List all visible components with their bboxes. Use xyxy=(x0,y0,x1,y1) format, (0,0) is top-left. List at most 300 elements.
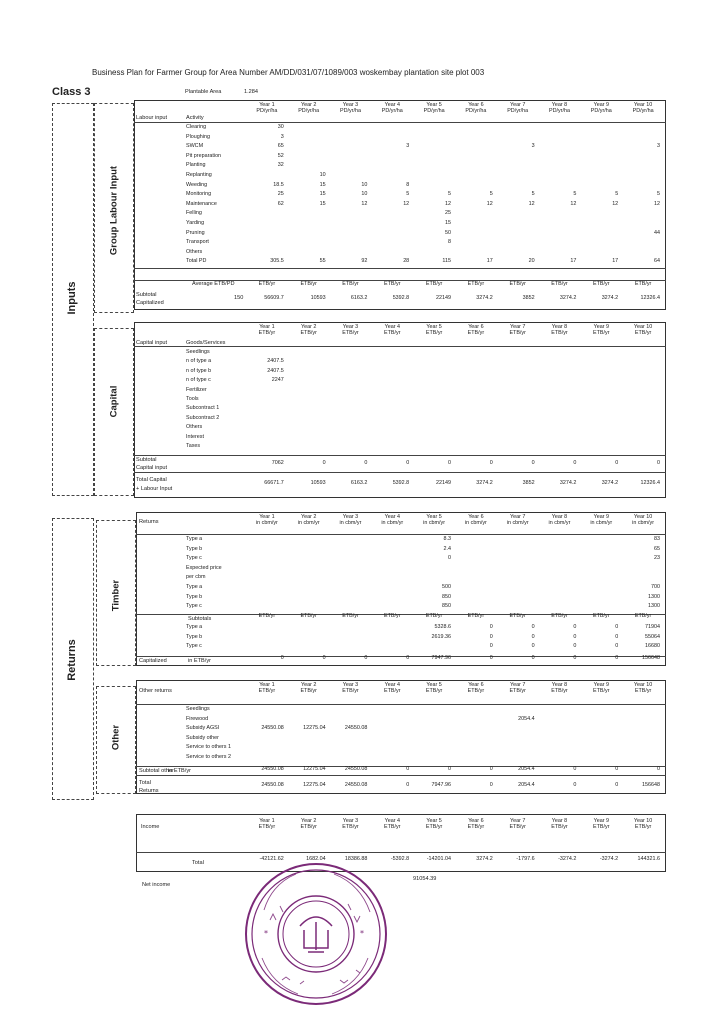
value-cell xyxy=(413,574,455,584)
value-cell: 18.5 xyxy=(273,181,284,188)
year-header xyxy=(580,514,622,526)
value-cell xyxy=(622,706,664,716)
unit-cell: ETB/yr xyxy=(634,281,652,287)
table-row xyxy=(186,603,664,613)
value-cell xyxy=(413,716,455,726)
row-label: Weeding xyxy=(186,181,208,188)
year-unit: PD/yr/ha xyxy=(632,108,654,114)
value-cell xyxy=(371,716,413,726)
value-cell: 5392.8 xyxy=(392,480,410,486)
value-cell xyxy=(455,239,497,249)
value-cell xyxy=(288,249,330,259)
value-cell xyxy=(622,210,664,220)
value-cell xyxy=(413,124,455,134)
value-cell xyxy=(622,396,664,405)
income-total-label: Total xyxy=(192,860,204,866)
timber-etb-headers xyxy=(246,613,664,619)
year-label: Year 4 xyxy=(384,102,400,108)
value-cell: 12275.04 xyxy=(303,782,326,788)
unit-cell: ETB/yr xyxy=(300,613,317,619)
value-cell xyxy=(330,744,372,754)
value-cell xyxy=(455,744,497,754)
year-label: Year 9 xyxy=(593,682,609,688)
table-row xyxy=(186,124,664,134)
value-cell xyxy=(580,124,622,134)
net-income-label: Net income xyxy=(142,882,171,888)
value-cell: 7062 xyxy=(271,460,284,466)
value-cell xyxy=(497,124,539,134)
value-cell: 1682.04 xyxy=(306,856,326,862)
value-cell xyxy=(622,182,664,192)
value-cell: 12275.04 xyxy=(303,766,326,772)
row-label: Interest xyxy=(186,433,204,440)
value-cell xyxy=(288,744,330,754)
value-cell xyxy=(580,239,622,249)
value-cell xyxy=(580,349,622,358)
row-label: Type a xyxy=(186,536,203,542)
value-cell xyxy=(455,594,497,604)
year-label: Year 8 xyxy=(551,514,568,520)
year-label: Year 8 xyxy=(551,324,568,330)
value-cell: 8 xyxy=(447,239,451,246)
value-cell: 0 xyxy=(322,655,326,661)
value-cell: 24550.08 xyxy=(261,782,284,788)
value-cell xyxy=(455,210,497,220)
year-unit: ETB/yr xyxy=(509,688,526,694)
row-label: Firewood xyxy=(186,715,209,722)
value-cell xyxy=(371,584,413,594)
value-cell xyxy=(580,210,622,220)
value-cell: 850 xyxy=(441,593,451,600)
value-cell: 15 xyxy=(319,181,326,188)
unit-cell: ETB/yr xyxy=(258,281,276,287)
row-label: Clearing xyxy=(186,124,207,130)
value-cell xyxy=(288,706,330,716)
value-cell xyxy=(455,182,497,192)
value-cell xyxy=(330,143,372,153)
value-cell xyxy=(330,349,372,358)
value-cell xyxy=(497,230,539,240)
value-cell xyxy=(455,546,497,556)
value-cell xyxy=(246,405,288,414)
value-cell xyxy=(371,405,413,414)
year-unit: ETB/yr xyxy=(300,824,317,830)
value-cell xyxy=(288,124,330,134)
value-cell xyxy=(246,706,288,716)
year-label: Year 10 xyxy=(633,682,653,688)
value-cell xyxy=(288,220,330,230)
value-cell: 3 xyxy=(280,133,284,140)
year-header xyxy=(288,102,330,114)
value-cell: 12275.04 xyxy=(303,725,326,732)
value-cell: 1300 xyxy=(647,603,660,610)
value-cell xyxy=(371,220,413,230)
value-cell: 0 xyxy=(615,643,619,650)
year-unit: PD/yr/ha xyxy=(298,108,320,114)
value-cell xyxy=(371,565,413,575)
value-cell xyxy=(455,220,497,230)
stamp xyxy=(242,860,390,1008)
year-unit: ETB/yr xyxy=(258,688,276,694)
year-label: Year 2 xyxy=(301,682,317,688)
value-cell: 24550.08 xyxy=(261,725,284,732)
value-cell: 12 xyxy=(570,200,577,207)
value-cell xyxy=(622,162,664,172)
value-cell: 700 xyxy=(650,583,660,590)
value-cell xyxy=(413,405,455,414)
value-cell: 0 xyxy=(573,624,577,630)
value-cell xyxy=(330,546,372,556)
labour-col-label: Labour input xyxy=(136,115,168,121)
value-cell xyxy=(455,415,497,424)
value-cell xyxy=(497,546,539,556)
value-cell xyxy=(580,536,622,546)
row-label: Type a xyxy=(186,624,203,630)
year-header xyxy=(455,324,497,336)
table-row xyxy=(186,536,664,546)
value-cell xyxy=(288,434,330,443)
value-cell xyxy=(288,230,330,240)
table-row xyxy=(186,624,664,634)
capital-total-values xyxy=(246,480,664,486)
value-cell: 0 xyxy=(531,655,535,661)
value-cell xyxy=(413,349,455,358)
value-cell xyxy=(455,424,497,433)
value-cell xyxy=(246,565,288,575)
year-unit: PD/yr/ha xyxy=(507,108,529,114)
value-cell xyxy=(371,725,413,735)
year-label: Year 3 xyxy=(342,818,359,824)
value-cell: 22149 xyxy=(435,480,451,486)
value-cell: 12 xyxy=(486,200,493,207)
value-cell: 0 xyxy=(489,460,493,466)
value-cell xyxy=(371,634,413,644)
value-cell xyxy=(330,387,372,396)
value-cell xyxy=(580,358,622,367)
year-label: Year 5 xyxy=(426,102,442,108)
value-cell: -3274.2 xyxy=(558,856,577,862)
value-cell xyxy=(622,716,664,726)
value-cell: 28 xyxy=(403,258,410,265)
value-cell xyxy=(413,387,455,396)
year-header xyxy=(580,324,622,336)
year-label: Year 3 xyxy=(342,324,359,330)
year-header xyxy=(622,324,664,336)
capital-total-label: Total Capital xyxy=(136,477,167,483)
value-cell xyxy=(371,349,413,358)
value-cell xyxy=(288,546,330,556)
value-cell xyxy=(622,744,664,754)
value-cell xyxy=(497,405,539,414)
year-header xyxy=(455,818,497,830)
value-cell xyxy=(580,162,622,172)
value-cell xyxy=(330,735,372,745)
value-cell xyxy=(288,584,330,594)
year-unit: ETB/yr xyxy=(258,824,276,830)
value-cell: 5 xyxy=(489,191,493,198)
value-cell: 24550.08 xyxy=(261,766,284,772)
value-cell: 0 xyxy=(364,655,368,661)
year-label: Year 2 xyxy=(301,324,317,330)
year-header xyxy=(413,324,455,336)
year-label: Year 10 xyxy=(633,324,653,330)
value-cell xyxy=(580,754,622,764)
value-cell xyxy=(580,396,622,405)
value-cell xyxy=(455,230,497,240)
value-cell xyxy=(580,415,622,424)
year-label: Year 6 xyxy=(468,682,484,688)
value-cell xyxy=(497,387,539,396)
value-cell xyxy=(455,725,497,735)
year-label: Year 7 xyxy=(510,818,526,824)
value-cell xyxy=(580,405,622,414)
table-row xyxy=(186,574,664,584)
other-section-label: Other xyxy=(110,724,122,751)
value-cell xyxy=(330,172,372,182)
value-cell xyxy=(371,172,413,182)
value-cell xyxy=(371,415,413,424)
value-cell xyxy=(288,634,330,644)
timber-col-label: Returns xyxy=(139,519,159,525)
value-cell xyxy=(371,396,413,405)
unit-cell: ETB/yr xyxy=(342,613,359,619)
value-cell xyxy=(413,143,455,153)
unit-cell: ETB/yr xyxy=(425,281,443,287)
unit-cell: ETB/yr xyxy=(551,281,568,287)
unit-cell: ETB/yr xyxy=(634,613,652,619)
plantable-area-value: 1.284 xyxy=(244,89,258,95)
row-label: Type c xyxy=(186,603,202,610)
labour-rows xyxy=(186,124,664,268)
value-cell: 12 xyxy=(403,200,410,207)
value-cell xyxy=(246,716,288,726)
year-unit: ETB/yr xyxy=(551,688,568,694)
value-cell: 65 xyxy=(653,545,660,552)
row-label: Expected price xyxy=(186,564,222,571)
year-unit: ETB/yr xyxy=(634,688,652,694)
unit-cell: ETB/yr xyxy=(509,613,526,619)
year-unit: PD/yr/ha xyxy=(549,108,570,114)
value-cell: 62 xyxy=(277,200,284,207)
year-header xyxy=(497,324,539,336)
value-cell xyxy=(330,643,372,653)
value-cell xyxy=(497,706,539,716)
value-cell xyxy=(497,584,539,594)
value-cell: 0 xyxy=(322,460,326,466)
capital-rows xyxy=(186,349,664,452)
svg-text:*: * xyxy=(360,929,364,938)
year-header xyxy=(371,514,413,526)
value-cell: 3274.2 xyxy=(601,295,619,301)
value-cell: -3274.2 xyxy=(599,856,619,862)
year-label: Year 2 xyxy=(301,102,317,108)
value-cell: 32 xyxy=(277,162,284,169)
value-cell: 5 xyxy=(531,191,535,198)
value-cell xyxy=(622,153,664,163)
value-cell xyxy=(580,153,622,163)
value-cell: 92 xyxy=(361,258,368,265)
table-row xyxy=(186,725,664,735)
value-cell xyxy=(413,162,455,172)
value-cell: -5392.8 xyxy=(390,856,410,862)
value-cell xyxy=(622,424,664,433)
year-label: Year 8 xyxy=(551,682,568,688)
year-header xyxy=(539,102,581,114)
value-cell xyxy=(580,716,622,726)
value-cell: 23 xyxy=(653,555,660,562)
year-label: Year 6 xyxy=(468,818,484,824)
year-label: Year 6 xyxy=(468,324,484,330)
value-cell xyxy=(330,210,372,220)
value-cell: 0 xyxy=(406,766,410,772)
table-row xyxy=(186,706,664,716)
value-cell xyxy=(497,134,539,144)
year-header xyxy=(622,102,664,114)
table-row xyxy=(186,349,664,358)
value-cell: 44 xyxy=(653,229,660,236)
year-header xyxy=(413,818,455,830)
row-label: Seedlings xyxy=(186,706,210,712)
value-cell: 0 xyxy=(615,624,619,630)
year-header xyxy=(497,102,539,114)
value-cell: 3274.2 xyxy=(476,480,493,486)
value-cell xyxy=(539,443,581,452)
unit-cell: ETB/yr xyxy=(593,281,610,287)
year-header xyxy=(330,324,372,336)
year-label: Year 7 xyxy=(510,682,526,688)
table-row xyxy=(186,153,664,163)
capital-total-label2: + Labour Input xyxy=(136,486,173,492)
table-row xyxy=(186,443,664,452)
value-cell xyxy=(580,584,622,594)
year-unit: ETB/yr xyxy=(634,824,652,830)
value-cell: 5328.6 xyxy=(434,624,451,630)
value-cell xyxy=(497,434,539,443)
value-cell: 0 xyxy=(280,655,284,661)
value-cell xyxy=(371,643,413,653)
year-header xyxy=(288,514,330,526)
value-cell xyxy=(288,153,330,163)
value-cell: 10593 xyxy=(310,295,326,301)
value-cell xyxy=(288,415,330,424)
value-cell: 24550.08 xyxy=(344,782,368,788)
value-cell xyxy=(539,405,581,414)
value-cell xyxy=(246,434,288,443)
value-cell: 12 xyxy=(612,200,619,207)
value-cell: 2407.5 xyxy=(267,358,284,365)
value-cell: 18386.88 xyxy=(344,856,368,862)
year-label: Year 5 xyxy=(426,324,442,330)
value-cell: 0 xyxy=(573,655,577,661)
value-cell xyxy=(497,172,539,182)
year-unit: ETB/yr xyxy=(593,688,610,694)
value-cell xyxy=(455,134,497,144)
value-cell xyxy=(580,220,622,230)
timber-rows xyxy=(186,536,664,613)
table-row xyxy=(186,239,664,249)
value-cell xyxy=(497,744,539,754)
table-row xyxy=(186,134,664,144)
row-label: Others xyxy=(186,424,203,431)
labour-avg-label: Average ETB/PD xyxy=(192,281,235,287)
value-cell xyxy=(371,358,413,367)
row-label: Transport xyxy=(186,239,209,246)
value-cell xyxy=(413,153,455,163)
unit-cell: ETB/yr xyxy=(342,281,359,287)
year-unit: ETB/yr xyxy=(258,330,276,336)
year-unit: ETB/yr xyxy=(425,330,443,336)
year-unit: PD/yr/ha xyxy=(340,108,361,114)
value-cell: 5 xyxy=(406,191,410,198)
year-label: Year 3 xyxy=(342,514,359,520)
value-cell xyxy=(455,143,497,153)
year-unit: in cbm/yr xyxy=(423,520,446,526)
value-cell xyxy=(497,555,539,565)
value-cell xyxy=(371,546,413,556)
value-cell xyxy=(288,555,330,565)
year-header xyxy=(622,682,664,694)
year-unit: in cbm/yr xyxy=(255,520,278,526)
year-unit: in cbm/yr xyxy=(506,520,529,526)
year-label: Year 1 xyxy=(259,102,275,108)
year-unit: PD/yr/ha xyxy=(465,108,487,114)
table-row xyxy=(186,249,664,259)
value-cell xyxy=(622,387,664,396)
value-cell: 0 xyxy=(489,624,493,630)
value-cell xyxy=(330,220,372,230)
value-cell xyxy=(497,536,539,546)
value-cell xyxy=(539,706,581,716)
value-cell xyxy=(413,744,455,754)
value-cell: 25 xyxy=(277,191,284,198)
value-cell xyxy=(371,230,413,240)
row-label: Subsidy other xyxy=(186,734,219,741)
value-cell xyxy=(622,368,664,377)
value-cell xyxy=(539,230,581,240)
table-row xyxy=(186,191,664,201)
value-cell: -14201.04 xyxy=(426,856,451,862)
value-cell: 65 xyxy=(277,143,284,150)
value-cell xyxy=(580,230,622,240)
year-header xyxy=(539,324,581,336)
year-label: Year 9 xyxy=(593,324,609,330)
value-cell xyxy=(497,368,539,377)
unit-cell: ETB/yr xyxy=(509,281,526,287)
year-label: Year 1 xyxy=(259,514,275,520)
value-cell: 0 xyxy=(489,633,493,640)
row-label: n of type c xyxy=(186,377,211,384)
year-unit: in cbm/yr xyxy=(464,520,487,526)
year-unit: PD/yr/ha xyxy=(590,108,612,114)
table-row xyxy=(186,424,664,433)
table-row xyxy=(186,735,664,745)
plantable-area-label: Plantable Area xyxy=(185,89,222,95)
value-cell xyxy=(371,603,413,613)
year-label: Year 6 xyxy=(468,514,484,520)
year-label: Year 4 xyxy=(384,682,400,688)
year-label: Year 4 xyxy=(384,818,400,824)
year-label: Year 9 xyxy=(593,102,609,108)
value-cell: 55 xyxy=(319,258,326,265)
row-label: Taxes xyxy=(186,442,201,449)
year-header xyxy=(455,682,497,694)
value-cell: 3 xyxy=(531,143,535,150)
value-cell: 2247 xyxy=(271,377,284,384)
table-row xyxy=(186,396,664,405)
value-cell xyxy=(371,706,413,716)
year-header xyxy=(622,818,664,830)
row-label: Replanting xyxy=(186,171,212,178)
